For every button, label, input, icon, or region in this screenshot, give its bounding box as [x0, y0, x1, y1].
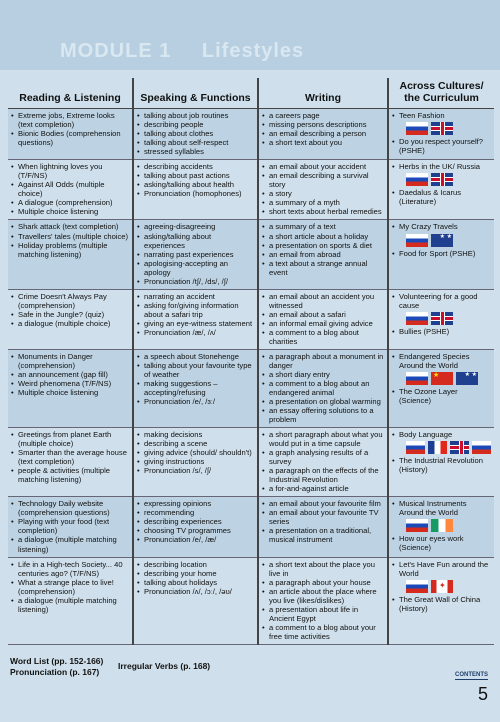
list-item: • an email about your favourite film	[262, 499, 384, 508]
flag-ru-icon	[472, 441, 491, 454]
footer-word-list	[10, 656, 103, 677]
flag-uk-icon	[450, 441, 469, 454]
flags-group	[406, 519, 491, 532]
word-list-link[interactable]: Word List (pp. 152-166)	[10, 656, 104, 666]
list-item: • a dialogue (multiple matching listening)	[11, 535, 129, 553]
list-item: • Daedalus & Icarus (Literature)	[392, 188, 491, 206]
flag-ca-icon	[431, 580, 453, 593]
list-item: • a presentation on a traditional, musical instrument	[262, 526, 384, 544]
list-item: • a short text about the place you live in	[262, 560, 384, 578]
list-item: • The Industrial Revolution (History)	[392, 456, 491, 474]
reading-cell	[8, 109, 133, 160]
list-item: • a short diary entry	[262, 370, 384, 379]
list-item: • an email describing a survival story	[262, 171, 384, 189]
table-row	[8, 557, 494, 644]
list-item: • a dialogue (multiple choice)	[11, 319, 129, 328]
list-item: • When lightning loves you (T/F/NS)	[11, 162, 129, 180]
table-row	[8, 349, 494, 427]
list-item: • Safe in the Jungle? (quiz)	[11, 310, 129, 319]
list-item: • The Ozone Layer (Science)	[392, 387, 491, 405]
list-item: • Pronunciation /ʌ/, /ɔː/, /əʊ/	[137, 587, 254, 596]
writing-cell	[258, 289, 388, 349]
list-item: • a for-and-against article	[262, 484, 384, 493]
list-item: • talking about clothes	[137, 129, 254, 138]
flag-ru-icon	[406, 519, 428, 532]
writing-cell	[258, 497, 388, 557]
list-item: • What a strange place to live! (comprehension)	[11, 578, 129, 596]
list-item: • describing experiences	[137, 517, 254, 526]
flag-au-icon	[431, 234, 453, 247]
flag-ru-icon	[406, 580, 428, 593]
speaking-cell	[133, 349, 258, 427]
pronunciation-link[interactable]: Pronunciation (p. 167)	[10, 666, 100, 677]
list-item: • people & activities (multiple matching listening)	[11, 466, 129, 484]
list-item: • The Great Wall of China (History)	[392, 595, 491, 613]
list-item: • an email from abroad	[262, 250, 384, 259]
module-label: MODULE 1	[60, 40, 172, 62]
list-item: • Musical Instruments Around the World	[392, 499, 491, 517]
list-item: • a short text about you	[262, 138, 384, 147]
list-item: • a presentation about life in Ancient Egypt	[262, 605, 384, 623]
list-item: • A dialogue (comprehension)	[11, 198, 129, 207]
writing-cell	[258, 160, 388, 220]
header-cultures: Across Cultures/ the Curriculum	[388, 78, 494, 109]
list-item: • Technology Daily website (comprehension questions)	[11, 499, 129, 517]
writing-cell	[258, 109, 388, 160]
list-item: • a presentation on sports & diet	[262, 241, 384, 250]
reading-cell	[8, 428, 133, 497]
flags-group	[406, 234, 491, 247]
list-item: • asking/talking about experiences	[137, 232, 254, 250]
list-item: • Weird phenomena (T/F/NS)	[11, 379, 129, 388]
list-item: • a summary of a text	[262, 222, 384, 231]
list-item: • Pronunciation (homophones)	[137, 189, 254, 198]
list-item: • a paragraph about your house	[262, 578, 384, 587]
list-item: • talking about holidays	[137, 578, 254, 587]
list-item: • describing a scene	[137, 439, 254, 448]
list-item: • Against All Odds (multiple choice)	[11, 180, 129, 198]
list-item: • Bullies (PSHE)	[392, 327, 491, 336]
flag-ru-icon	[406, 441, 425, 454]
writing-cell	[258, 220, 388, 289]
speaking-cell	[133, 220, 258, 289]
list-item: • Shark attack (text completion)	[11, 222, 129, 231]
list-item: • Pronunciation /s/, /∫/	[137, 466, 254, 475]
flag-ru-icon	[406, 312, 428, 325]
list-item: • Crime Doesn't Always Pay (comprehension)	[11, 292, 129, 310]
list-item: • giving an eye-witness statement	[137, 319, 254, 328]
list-item: • narrating an accident	[137, 292, 254, 301]
flags-group	[406, 312, 491, 325]
list-item: • Body Language	[392, 430, 491, 439]
list-item: • a graph analysing results of a survey	[262, 448, 384, 466]
list-item: • Pronunciation /t∫/, /ds/, /∫/	[137, 277, 254, 286]
contents-table	[8, 78, 494, 645]
list-item: • an article about the place where you live (likes/dislikes)	[262, 587, 384, 605]
list-item: • a story	[262, 189, 384, 198]
header-reading: Reading & Listening	[19, 92, 121, 105]
list-item: • asking/talking about health	[137, 180, 254, 189]
list-item: • missing persons descriptions	[262, 120, 384, 129]
cultures-cell	[388, 349, 494, 427]
list-item: • a summary of a myth	[262, 198, 384, 207]
list-item: • Endangered Species Around the World	[392, 352, 491, 370]
module-banner	[0, 0, 500, 70]
list-item: • Bionic Bodies (comprehension questions)	[11, 129, 129, 147]
table-row	[8, 109, 494, 160]
list-item: • a comment to a blog about charities	[262, 328, 384, 346]
flags-group	[406, 173, 491, 186]
header-row	[8, 78, 494, 109]
list-item: • Playing with your food (text completion)	[11, 517, 129, 535]
list-item: • an email about your favourite TV series	[262, 508, 384, 526]
cultures-cell	[388, 109, 494, 160]
list-item: • agreeing-disagreeing	[137, 222, 254, 231]
list-item: • asking for/giving information about a safari trip	[137, 301, 254, 319]
speaking-cell	[133, 109, 258, 160]
table-row	[8, 289, 494, 349]
list-item: • a dialogue (multiple matching listening)	[11, 596, 129, 614]
list-item: • Pronunciation /æ/, /ʌ/	[137, 328, 254, 337]
table-row	[8, 428, 494, 497]
speaking-cell	[133, 289, 258, 349]
list-item: • Let's Have Fun around the World	[392, 560, 491, 578]
list-item: • stressed syllables	[137, 147, 254, 156]
contents-link[interactable]: CONTENTS	[455, 672, 488, 678]
list-item: • Pronunciation /e/, /ɜː/	[137, 397, 254, 406]
list-item: • a paragraph about a monument in danger	[262, 352, 384, 370]
writing-cell	[258, 349, 388, 427]
list-item: • an email about an accident you witnessed	[262, 292, 384, 310]
list-item: • giving advice (should/ shouldn't)	[137, 448, 254, 457]
list-item: • a comment to a blog about an endangered animal	[262, 379, 384, 397]
header-speaking: Speaking & Functions	[133, 78, 258, 109]
list-item: • a comment to a blog about your free time activities	[262, 623, 384, 641]
list-item: • My Crazy Travels	[392, 222, 491, 231]
list-item: • Herbs in the UK/ Russia	[392, 162, 491, 171]
list-item: • apologising-accepting an apology	[137, 259, 254, 277]
cultures-cell	[388, 428, 494, 497]
list-item: • choosing TV programmes	[137, 526, 254, 535]
flags-group	[406, 441, 491, 454]
list-item: • describing location	[137, 560, 254, 569]
list-item: • a short paragraph about what you would put in a time capsule	[262, 430, 384, 448]
list-item: • Multiple choice listening	[11, 388, 129, 397]
list-item: • a speech about Stonehenge	[137, 352, 254, 361]
list-item: • an email about your accident	[262, 162, 384, 171]
list-item: • describing your home	[137, 569, 254, 578]
flag-au-icon	[456, 372, 478, 385]
flag-uk-icon	[431, 122, 453, 135]
table-row	[8, 497, 494, 557]
list-item: • Food for Sport (PSHE)	[392, 249, 491, 258]
list-item: • narrating past experiences	[137, 250, 254, 259]
flag-ru-icon	[406, 173, 428, 186]
list-item: • a paragraph on the effects of the Industrial Revolution	[262, 466, 384, 484]
irregular-verbs-link[interactable]: Irregular Verbs (p. 168)	[118, 661, 211, 671]
list-item: • Monuments in Danger (comprehension)	[11, 352, 129, 370]
page-number: 5	[477, 684, 488, 704]
list-item: • recommending	[137, 508, 254, 517]
list-item: • talking about job routines	[137, 111, 254, 120]
writing-cell	[258, 428, 388, 497]
flag-cn-icon	[431, 372, 453, 385]
writing-cell	[258, 557, 388, 644]
flag-ru-icon	[406, 234, 428, 247]
reading-cell	[8, 349, 133, 427]
list-item: • Holiday problems (multiple matching listening)	[11, 241, 129, 259]
speaking-cell	[133, 428, 258, 497]
speaking-cell	[133, 160, 258, 220]
speaking-cell	[133, 497, 258, 557]
list-item: • How our eyes work (Science)	[392, 534, 491, 552]
list-item: • an email describing a person	[262, 129, 384, 138]
list-item: • Pronunciation /e/, /æ/	[137, 535, 254, 544]
list-item: • Extreme jobs, Extreme looks (text completion)	[11, 111, 129, 129]
flag-ie-icon	[431, 519, 453, 532]
flags-group	[406, 372, 491, 385]
reading-cell	[8, 160, 133, 220]
speaking-cell	[133, 557, 258, 644]
list-item: • Travellers' tales (multiple choice)	[11, 232, 129, 241]
flag-uk-icon	[431, 312, 453, 325]
list-item: • a text about a strange annual event	[262, 259, 384, 277]
list-item: • Smarter than the average house (text completion)	[11, 448, 129, 466]
list-item: • giving instructions	[137, 457, 254, 466]
flags-group	[406, 122, 491, 135]
list-item: • short texts about herbal remedies	[262, 207, 384, 216]
header-writing: Writing	[258, 78, 388, 109]
list-item: • Greetings from planet Earth (multiple choice)	[11, 430, 129, 448]
reading-cell	[8, 289, 133, 349]
list-item: • an essay offering solutions to a problem	[262, 406, 384, 424]
reading-cell	[8, 220, 133, 289]
list-item: • an email about a safari	[262, 310, 384, 319]
cultures-cell	[388, 220, 494, 289]
cultures-cell	[388, 289, 494, 349]
list-item: • Multiple choice listening	[11, 207, 129, 216]
list-item: • a careers page	[262, 111, 384, 120]
list-item: • talking about your favourite type of weather	[137, 361, 254, 379]
list-item: • talking about self-respect	[137, 138, 254, 147]
reading-cell	[8, 557, 133, 644]
reading-cell	[8, 497, 133, 557]
list-item: • describing people	[137, 120, 254, 129]
table-row	[8, 220, 494, 289]
cultures-cell	[388, 497, 494, 557]
list-item: • Teen Fashion	[392, 111, 491, 120]
table-row	[8, 160, 494, 220]
list-item: • an announcement (gap fill)	[11, 370, 129, 379]
flag-fr-icon	[428, 441, 447, 454]
list-item: • talking about past actions	[137, 171, 254, 180]
list-item: • Life in a High-tech Society... 40 centuries ago? (T/F/NS)	[11, 560, 129, 578]
flag-ru-icon	[406, 122, 428, 135]
list-item: • expressing opinions	[137, 499, 254, 508]
flag-ru-icon	[406, 372, 428, 385]
module-title: Lifestyles	[201, 40, 305, 62]
cultures-cell	[388, 557, 494, 644]
flag-uk-icon	[431, 173, 453, 186]
list-item: • a short article about a holiday	[262, 232, 384, 241]
list-item: • an informal email giving advice	[262, 319, 384, 328]
list-item: • making suggestions – accepting/refusing	[137, 379, 254, 397]
list-item: • making decisions	[137, 430, 254, 439]
list-item: • describing accidents	[137, 162, 254, 171]
list-item: • Do you respect yourself? (PSHE)	[392, 137, 491, 155]
list-item: • Volunteering for a good cause	[392, 292, 491, 310]
list-item: • a presentation on global warming	[262, 397, 384, 406]
flags-group	[406, 580, 491, 593]
cultures-cell	[388, 160, 494, 220]
